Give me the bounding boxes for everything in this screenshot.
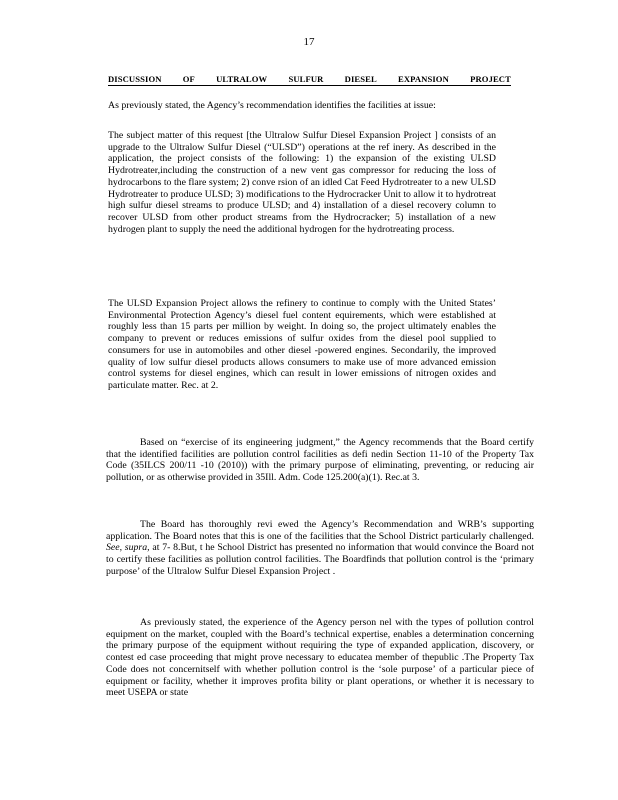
- heading-word: EXPANSION: [398, 74, 449, 84]
- agency-experience-paragraph: [106, 617, 534, 699]
- intro-paragraph: As previously stated, the Agency’s recommendation identifies the facilities at issue:: [108, 100, 436, 111]
- paragraph-text: As previously stated, the experience of the Agency person nel with the types of pollution control equipment on the market, coupled with the Board’s technical expertise, enables a determination concerning the primary purpose of the equipment without requiring the type of expanded application, discovery, or contest ed case proceeding that might prove necessary to educatea member of thepublic .The Property Tax Code does not concernitself with whether pollution control is the ‘sole purpose’ of a particular piece of equipment or facility, whether it improves profita bility or plant operations, or whether it is necessary to meet USEPA or state: [106, 617, 534, 699]
- heading-word: OF: [182, 74, 195, 84]
- paragraph-text: The Board has thoroughly revi ewed the Agency’s Recommendation and WRB’s supporting application. The Board notes that this is one of the facilities that the School District particularly challenged.: [106, 519, 534, 542]
- page-number: 17: [303, 36, 315, 48]
- heading-word: DIESEL: [344, 74, 377, 84]
- citation: See, supra,: [106, 542, 150, 554]
- paragraph-text: Based on “exercise of its engineering judgment,” the Agency recommends that the Board certify that the identified facilities are pollution control facilities as defi nedin Section 11-10 of the Property Tax Code (35ILCS 200/11 -10 (2010)) with the primary purpose of eliminating, preventing, or reducing air pollution, or as otherwise provided in 35Ill. Adm. Code 125.200(a)(1). Rec.at 3.: [106, 437, 534, 484]
- heading-word: ULTRALOW: [216, 74, 268, 84]
- board-review-paragraph: [106, 519, 534, 578]
- heading-word: SULFUR: [288, 74, 324, 84]
- heading-word: DISCUSSION: [108, 74, 162, 84]
- section-heading: [108, 74, 511, 86]
- quoted-project-description: The subject matter of this request [the Ultralow Sulfur Diesel Expansion Project ] consists of an upgrade to the Ultralow Sulfur Diesel (“ULSD”) operations at the ref inery. As described in the application, the project consists of the following: 1) the expansion of the existing ULSD Hydrotreater,including the construction of a new vent gas compressor for reducing the loss of hydrocarbons to the flare system; 2) conve rsion of an idled Cat Feed Hydrotreater to a new ULSD Hydrotreater to produce ULSD; 3) modifications to the Hydrocracker Unit to allow it to hydrotreat high sulfur diesel streams to produce ULSD; and 4) installation of a diesel recovery column to recover ULSD from other product streams from the Hydrocracker; 5) installation of a new hydrogen plant to supply the need the additional hydrogen for the hydrotreating process.: [108, 130, 496, 235]
- quoted-project-benefits: The ULSD Expansion Project allows the refinery to continue to comply with the United States’ Environmental Protection Agency’s diesel fuel content equirements, which were established at roughly less than 15 parts per million by weight. In doing so, the project ultimately enables the company to prevent or reduces emissions of sulfur oxides from the diesel pool supplied to consumers for use in automobiles and other diesel -powered engines. Secondarily, the improved quality of low sulfur diesel products allows consumers to make use of more advanced emission control systems for diesel engines, which can result in lower emissions of nitrogen oxides and particulate matter. Rec. at 2.: [108, 298, 496, 391]
- paragraph-text: at 7- 8.But, t he School District has presented no information that would convince the Board not to certify these facilities as pollution control facilities. The Boardfinds that pollution control is the ‘primary purpose’ of the Ultralow Sulfur Diesel Expansion Project .: [106, 542, 535, 577]
- heading-word: PROJECT: [470, 74, 511, 84]
- agency-recommendation-paragraph: [106, 437, 534, 484]
